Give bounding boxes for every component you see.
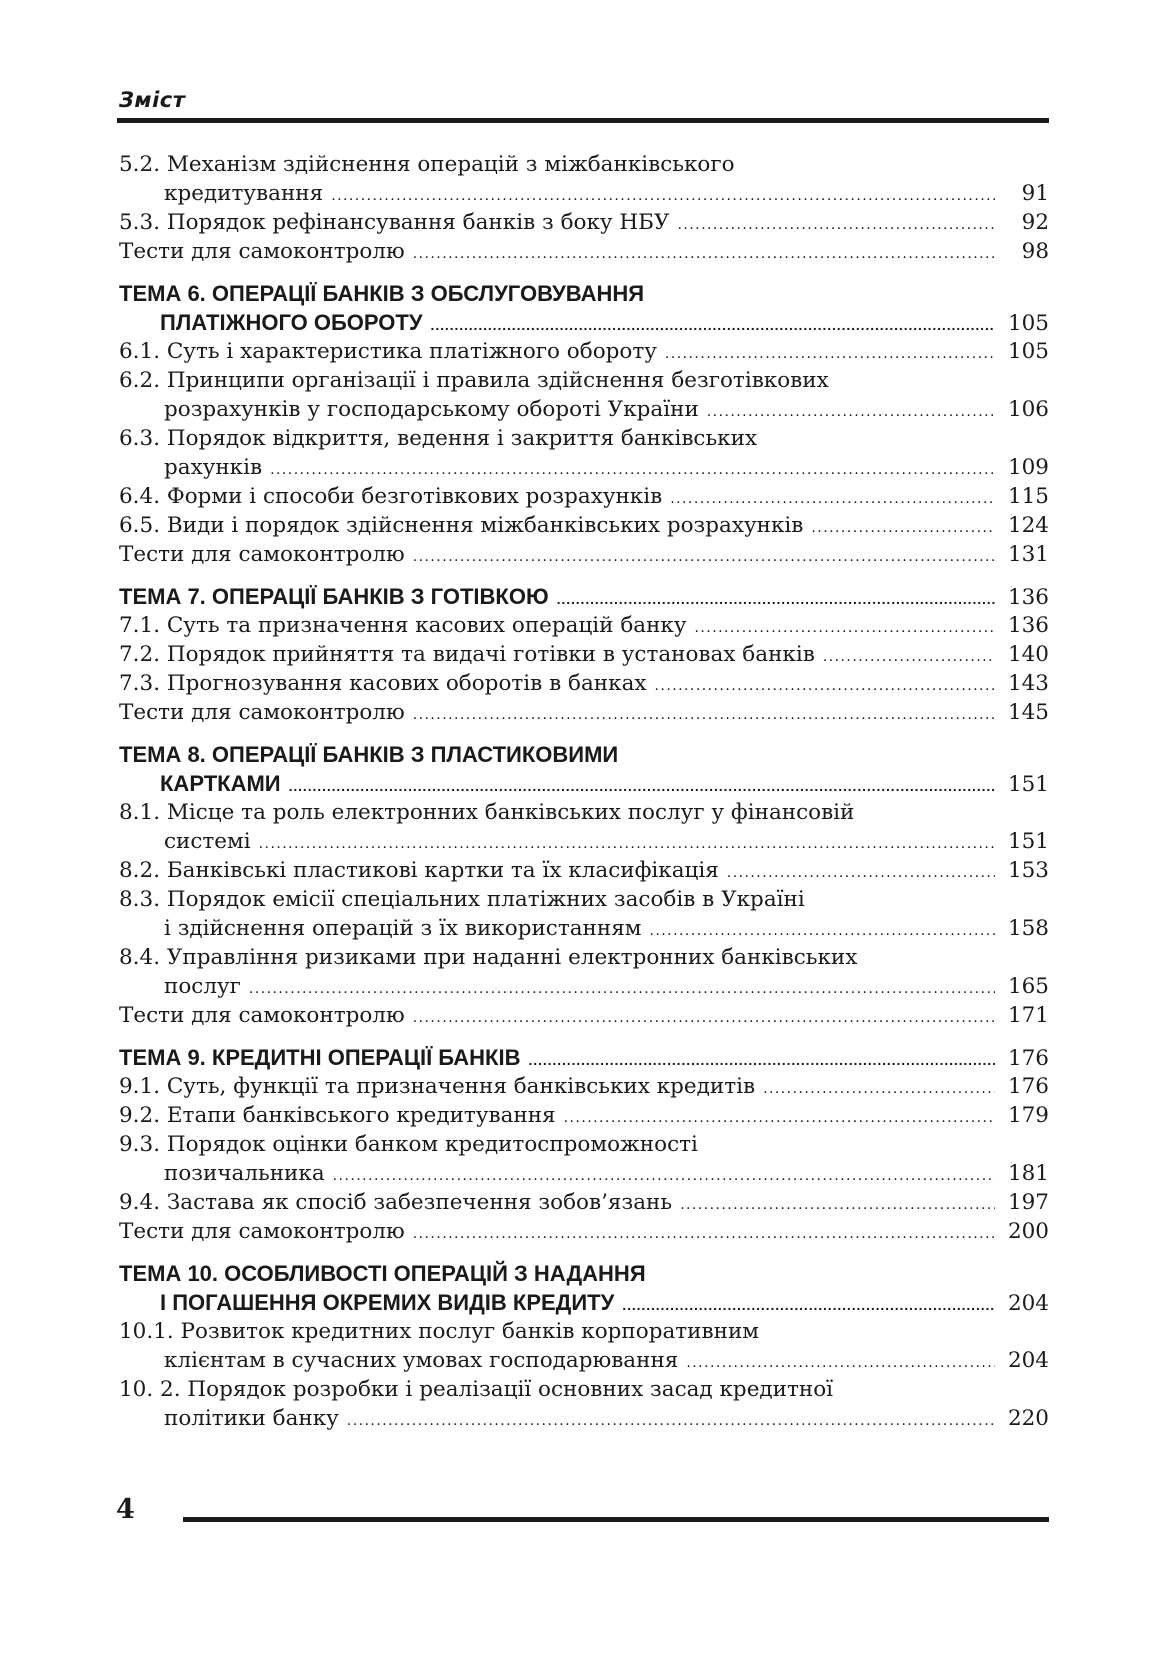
toc-entry-line [119, 669, 1049, 698]
toc-entry-title: Тести для самоконтролю [119, 700, 405, 725]
dot-leader [695, 611, 996, 640]
toc-topic [119, 740, 1049, 798]
dot-leader [347, 1404, 995, 1433]
dot-leader [431, 308, 995, 337]
toc-entry [119, 1072, 1049, 1101]
toc-topic-title: ТЕМА 8. ОПЕРАЦІЇ БАНКІВ З ПЛАСТИКОВИМИ [119, 742, 619, 767]
toc-topic [119, 1043, 1049, 1072]
toc-page-number: 176 [1007, 1046, 1049, 1071]
toc-entry-title: розрахунків у господарському обороті України [164, 397, 699, 422]
toc-entry-line [119, 972, 1049, 1001]
toc-entry-line [119, 337, 1049, 366]
toc-entry [119, 366, 1049, 424]
toc-page-number: 204 [1007, 1348, 1049, 1373]
toc-topic-line [119, 1259, 1049, 1288]
toc-entry [119, 1130, 1049, 1188]
toc-entry [119, 611, 1049, 640]
toc-topic-line [119, 279, 1049, 308]
toc-entry-line [119, 1188, 1049, 1217]
toc-entry [119, 1317, 1049, 1375]
toc-topic [119, 582, 1049, 611]
toc-entry-line [119, 150, 1049, 179]
toc-entry-line [119, 640, 1049, 669]
dot-leader [413, 1217, 995, 1246]
toc-entry-line [119, 1072, 1049, 1101]
toc-page-number: 105 [1007, 339, 1049, 364]
toc-entry-title: Тести для самоконтролю [119, 1219, 405, 1244]
toc-topic-title: ТЕМА 6. ОПЕРАЦІЇ БАНКІВ З ОБСЛУГОВУВАННЯ [119, 281, 645, 306]
toc-entry-title: 7.3. Прогнозування касових оборотів в банках [119, 671, 647, 696]
toc-topic [119, 1259, 1049, 1317]
dot-leader [413, 698, 995, 727]
toc-entry-title: політики банку [164, 1406, 339, 1431]
toc-page-number: 136 [1007, 585, 1049, 610]
toc-topic-line [119, 1288, 1049, 1317]
toc-entry-title: 6.4. Форми і способи безготівкових розрахунків [119, 484, 663, 509]
toc-entry [119, 1217, 1049, 1246]
toc-entry-title: 7.2. Порядок прийняття та видачі готівки в установах банків [119, 642, 815, 667]
toc-entry-line [119, 540, 1049, 569]
toc-entry-line [119, 1217, 1049, 1246]
toc-page-number: 179 [1007, 1103, 1049, 1128]
dot-leader [528, 1043, 995, 1072]
dot-leader [655, 669, 995, 698]
toc-entry-line [119, 856, 1049, 885]
toc-entry [119, 424, 1049, 482]
dot-leader [331, 179, 995, 208]
toc-page-number: 200 [1007, 1219, 1049, 1244]
toc-entry-line [119, 1159, 1049, 1188]
dot-leader [249, 972, 995, 1001]
toc-page-number: 204 [1007, 1291, 1049, 1316]
toc-entry-title: Тести для самоконтролю [119, 239, 405, 264]
dot-leader [677, 208, 995, 237]
toc-entry-title: системі [164, 829, 251, 854]
toc-entry-line [119, 237, 1049, 266]
dot-leader [727, 856, 995, 885]
toc-entry-title: Тести для самоконтролю [119, 542, 405, 567]
dot-leader [270, 453, 995, 482]
toc-entry-line [119, 943, 1049, 972]
toc-entry [119, 640, 1049, 669]
toc-page-number: 176 [1007, 1074, 1049, 1099]
dot-leader [680, 1188, 995, 1217]
toc-entry-line [119, 453, 1049, 482]
dot-leader [557, 582, 995, 611]
toc-entry-line [119, 424, 1049, 453]
dot-leader [686, 1346, 995, 1375]
running-head: Зміст [119, 88, 186, 112]
toc-entry-title: 9.4. Застава як спосіб забезпечення зобов’язань [119, 1190, 673, 1215]
toc-page-number: 151 [1007, 829, 1049, 854]
footer-rule [183, 1517, 1049, 1522]
toc-entry-title: Тести для самоконтролю [119, 1003, 405, 1028]
dot-leader [823, 640, 995, 669]
dot-leader [413, 1001, 995, 1030]
toc-entry [119, 208, 1049, 237]
toc-entry-line [119, 1130, 1049, 1159]
toc-page-number: 136 [1007, 613, 1049, 638]
toc-entry-title: 9.1. Суть, функції та призначення банківських кредитів [119, 1074, 756, 1099]
toc-entry-title: позичальника [164, 1161, 325, 1186]
toc-page-number: 98 [1021, 239, 1049, 264]
dot-leader [564, 1101, 995, 1130]
toc-entry-line [119, 208, 1049, 237]
toc-entry [119, 482, 1049, 511]
toc-entry [119, 943, 1049, 1001]
toc-page-number: 106 [1007, 397, 1049, 422]
toc-entry [119, 540, 1049, 569]
toc-page-number: 124 [1007, 513, 1049, 538]
toc-page-number: 197 [1007, 1190, 1049, 1215]
toc-entry-title: 10. 2. Порядок розробки і реалізації основних засад кредитної [119, 1377, 834, 1402]
toc-page-number: 140 [1007, 642, 1049, 667]
header-rule [117, 118, 1049, 123]
toc-entry-title: 8.3. Порядок емісії спеціальних платіжних засобів в Україні [119, 887, 805, 912]
page-number: 4 [116, 1494, 135, 1525]
toc-page-number: 109 [1007, 455, 1049, 480]
toc-entry [119, 856, 1049, 885]
dot-leader [670, 482, 995, 511]
toc-entry-title: 5.2. Механізм здійснення операцій з міжбанківського [119, 152, 735, 177]
dot-leader [707, 395, 995, 424]
toc-page-number: 158 [1007, 916, 1049, 941]
toc-page-number: 153 [1007, 858, 1049, 883]
toc-entry-title: рахунків [164, 455, 263, 480]
toc-topic-title: ТЕМА 9. КРЕДИТНІ ОПЕРАЦІЇ БАНКІВ [119, 1045, 521, 1070]
toc-entry-line [119, 798, 1049, 827]
toc-entry-title: 6.3. Порядок відкриття, ведення і закриття банківських [119, 426, 758, 451]
toc-topic-title: І ПОГАШЕННЯ ОКРЕМИХ ВИДІВ КРЕДИТУ [160, 1290, 615, 1315]
toc-entry-title: 7.1. Суть та призначення касових операцій банку [119, 613, 687, 638]
toc-page-number: 220 [1007, 1406, 1049, 1431]
toc-entry-line [119, 1346, 1049, 1375]
toc-entry-title: 10.1. Розвиток кредитних послуг банків корпоративним [119, 1319, 760, 1344]
toc-entry-line [119, 914, 1049, 943]
toc-page-number: 115 [1007, 484, 1049, 509]
dot-leader [763, 1072, 995, 1101]
toc-entry-line [119, 179, 1049, 208]
toc-page-number: 181 [1007, 1161, 1049, 1186]
toc-entry-line [119, 511, 1049, 540]
toc-entry-title: 8.1. Місце та роль електронних банківських послуг у фінансовій [119, 800, 855, 825]
toc-entry-line [119, 611, 1049, 640]
toc-entry-title: 8.4. Управління ризиками при наданні електронних банківських [119, 945, 858, 970]
toc-entry [119, 885, 1049, 943]
toc-entry-line [119, 885, 1049, 914]
toc-page-number: 91 [1021, 181, 1049, 206]
toc-entry-line [119, 1404, 1049, 1433]
dot-leader [413, 237, 995, 266]
toc-page-number: 165 [1007, 974, 1049, 999]
toc-entry [119, 150, 1049, 208]
dot-leader [622, 1288, 995, 1317]
toc-page-number: 143 [1007, 671, 1049, 696]
toc-entry [119, 237, 1049, 266]
toc-entry-title: кредитування [164, 181, 324, 206]
toc-entry-line [119, 1001, 1049, 1030]
toc-entry-title: 9.2. Етапи банківського кредитування [119, 1103, 556, 1128]
toc-entry-title: клієнтам в сучасних умовах господарювання [164, 1348, 679, 1373]
toc-page-number: 92 [1021, 210, 1049, 235]
toc-topic-title: КАРТКАМИ [160, 771, 281, 796]
toc-entry-line [119, 827, 1049, 856]
toc-topic-title: ТЕМА 7. ОПЕРАЦІЇ БАНКІВ З ГОТІВКОЮ [119, 584, 549, 609]
toc-topic-line [119, 740, 1049, 769]
toc-topic [119, 279, 1049, 337]
toc-entry [119, 1101, 1049, 1130]
toc-entry [119, 1188, 1049, 1217]
toc-entry-line [119, 1101, 1049, 1130]
toc-page-number: 145 [1007, 700, 1049, 725]
toc-entry [119, 669, 1049, 698]
toc-topic-line [119, 769, 1049, 798]
toc-entry [119, 511, 1049, 540]
toc-entry [119, 798, 1049, 856]
toc-entry-title: 5.3. Порядок рефінансування банків з боку НБУ [119, 210, 670, 235]
table-of-contents [119, 150, 1049, 1433]
dot-leader [811, 511, 995, 540]
dot-leader [665, 337, 995, 366]
toc-entry-title: і здійснення операцій з їх використанням [164, 916, 642, 941]
toc-entry-line [119, 698, 1049, 727]
toc-entry-line [119, 1317, 1049, 1346]
dot-leader [259, 827, 995, 856]
toc-topic-line [119, 582, 1049, 611]
dot-leader [649, 914, 995, 943]
toc-page-number: 131 [1007, 542, 1049, 567]
toc-page-number: 105 [1007, 311, 1049, 336]
toc-entry-title: 6.2. Принципи організації і правила здійснення безготівкових [119, 368, 829, 393]
toc-entry-title: 6.1. Суть і характеристика платіжного обороту [119, 339, 657, 364]
toc-entry-title: 6.5. Види і порядок здійснення міжбанківських розрахунків [119, 513, 804, 538]
toc-topic-line [119, 308, 1049, 337]
toc-entry-title: 8.2. Банківські пластикові картки та їх класифікація [119, 858, 719, 883]
toc-entry [119, 337, 1049, 366]
toc-entry-line [119, 366, 1049, 395]
toc-page-number: 151 [1007, 772, 1049, 797]
toc-topic-title: ТЕМА 10. ОСОБЛИВОСТІ ОПЕРАЦІЙ З НАДАННЯ [119, 1261, 646, 1286]
toc-page-number: 171 [1007, 1003, 1049, 1028]
toc-entry-title: 9.3. Порядок оцінки банком кредитоспроможності [119, 1132, 698, 1157]
toc-entry-line [119, 1375, 1049, 1404]
toc-entry-line [119, 395, 1049, 424]
toc-topic-title: ПЛАТІЖНОГО ОБОРОТУ [160, 310, 423, 335]
toc-topic-line [119, 1043, 1049, 1072]
toc-entry-title: послуг [164, 974, 241, 999]
toc-entry [119, 698, 1049, 727]
dot-leader [413, 540, 995, 569]
toc-entry [119, 1375, 1049, 1433]
toc-entry [119, 1001, 1049, 1030]
dot-leader [289, 769, 995, 798]
toc-entry-line [119, 482, 1049, 511]
dot-leader [333, 1159, 995, 1188]
